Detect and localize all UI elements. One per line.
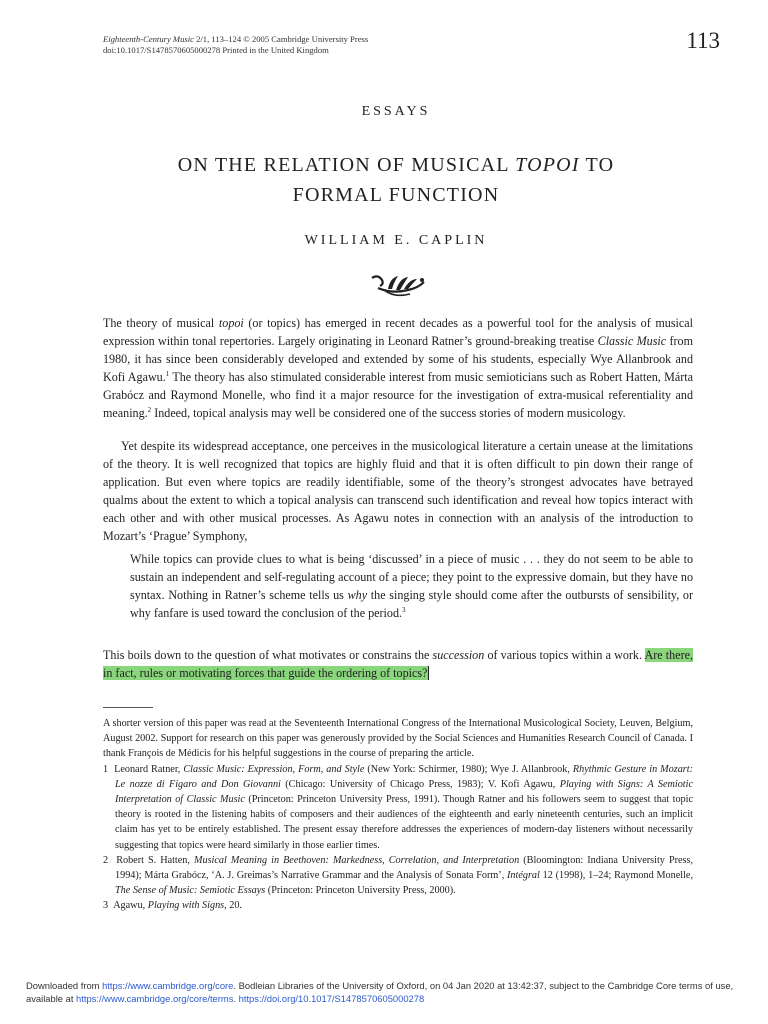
fleuron-ornament-icon (368, 268, 426, 300)
footnote-3 (103, 898, 693, 913)
text-span: (Princeton: Princeton University Press, 2000). (265, 885, 456, 897)
download-notice (26, 979, 746, 1005)
article-title (0, 150, 768, 210)
footnote-ref-3[interactable]: 3 (402, 605, 406, 614)
title-italic: TOPOI (515, 154, 580, 176)
italic-title: Musical Meaning in Beethoven: Markedness, Correlation, and Interpretation (193, 854, 520, 866)
author-name: WILLIAM E. CAPLIN (304, 233, 488, 248)
title-line2: FORMAL FUNCTION (292, 184, 500, 206)
title-part2: TO (579, 154, 615, 176)
footnote-divider (103, 707, 153, 708)
text-span: Indeed, topical analysis may well be considered one of the success stories of modern musicology. (151, 405, 626, 420)
italic-title: Classic Music (597, 333, 667, 348)
quote-text: the singing style should come after the outbursts of sensibility, or why fanfare is used toward the conclusion of the period. (130, 587, 694, 620)
citation-info: 2/1, 113–124 © 2005 Cambridge University Press (196, 34, 369, 44)
text-span: . (233, 993, 239, 1004)
text-span: 12 (1998), 1–24; Raymond Monelle, (539, 870, 693, 882)
footnote-number: 1 (103, 763, 109, 775)
text-span: from 1980, it has since been considerably developed and extended by some of his students, especially Wye Allanbrook and Kofi Agawu. (103, 333, 693, 384)
block-quote (130, 551, 693, 623)
terms-link[interactable]: https://www.cambridge.org/core/terms (76, 993, 234, 1004)
text-span: (Chicago: University of Chicago Press, 1983); V. Kofi Agawu, (280, 778, 560, 790)
highlighted-text[interactable]: Are there, in fact, rules or motivating forces that guide the ordering of topics? (103, 648, 693, 680)
text-span: (Princeton: Princeton University Press, 1991). Though Ratner and his followers seem to suggest that topic theory is rooted in the listening habits of composers and their audiences of the eighteenth and early nineteenth centuries, such an implicit claim has yet to be entirely established. The present essay therefore addresses the experiences of modern-day listeners without necessarily suggesting that topics were heard similarly in those earlier times. (115, 794, 693, 851)
italic-title: Rhythmic Gesture in Mozart: Le nozze di Figaro and Don Giovanni (115, 763, 693, 790)
section-label: ESSAYS (361, 104, 431, 119)
italic-title: The Sense of Music: Semiotic Essays (115, 885, 266, 897)
footnotes (103, 716, 693, 914)
quote-text: While topics can provide clues to what is being ‘discussed’ in a piece of music . . . they do not seem to be able to sustain an independent and self-regulating account of a piece; they point to the expressive domain, but they have no syntax. Nothing in Ratner’s scheme tells us (130, 552, 693, 602)
title-part1: ON THE RELATION OF MUSICAL (177, 154, 516, 176)
journal-name: Eighteenth-Century Music (103, 34, 194, 44)
italic-title: Classic Music: Expression, Form, and Style (183, 763, 365, 775)
text-span: Agawu, (113, 900, 148, 912)
text-span: (New York: Schirmer, 1980); Wye J. Allanbrook, (364, 763, 573, 775)
footnote-2 (103, 853, 693, 899)
text-span: This boils down to the question of what motivates or constrains the (103, 648, 433, 662)
footnote-ref-1[interactable]: 1 (165, 369, 170, 378)
journal-citation (103, 34, 523, 56)
paragraph-3 (103, 647, 693, 683)
text-span: of various topics within a work. (484, 648, 645, 662)
text-span: Downloaded from (26, 980, 103, 991)
footnote-number: 2 (103, 854, 109, 866)
paragraph-2 (103, 438, 693, 545)
paragraph-1 (103, 315, 693, 422)
text-span: Robert S. Hatten, (116, 854, 194, 866)
footnote-number: 3 (103, 900, 109, 912)
footnote-1 (103, 762, 693, 853)
italic-word: why (347, 587, 368, 602)
paragraph-2-text: Yet despite its widespread acceptance, one perceives in the musicological literature a certain unease at the limitations of the theory. It is well recognized that topics are highly fluid and that it is often difficult to pin down their range of application. But even where topics are readily identifiable, some of the theory’s strongest advocates have betrayed qualms about the extent to which a topical analysis can transcend such identification and reveal how topics interact with each other and with other musical processes. As Agawu notes in connection with an analysis of the introduction to Mozart’s ‘Prague’ Symphony, (103, 439, 693, 543)
italic-title: Playing with Signs (147, 900, 225, 912)
italic-term: topoi (218, 316, 244, 330)
italic-title: Playing with Signs: A Semiotic Interpretation of Classic Music (115, 778, 693, 806)
text-span: . Bodleian Libraries of the University of Oxford, on 04 Jan 2020 at 13:42:37, subject to the Cambridge Core terms of use, available at (26, 980, 734, 1004)
page-number: 113 (686, 28, 720, 53)
footnote-intro: A shorter version of this paper was read at the Seventeenth International Congress of the International Musicological Society, Leuven, Belgium, August 2002. Support for research on this paper was generously provided by the Social Sciences and Humanities Research Council of Canada. I thank François de Médicis for his helpful suggestions in the course of preparing the article. (103, 718, 693, 760)
doi-line: doi:10.1017/S1478570605000278 Printed in the United Kingdom (103, 45, 329, 55)
doi-link[interactable]: https://doi.org/10.1017/S1478570605000278 (238, 993, 425, 1004)
cambridge-core-link[interactable]: https://www.cambridge.org/core (102, 980, 234, 991)
text-span: (or topics) has emerged in recent decades as a powerful tool for the analysis of musical expression within tonal repertories. Largely originating in Leonard Ratner’s ground-breaking treatise (103, 316, 694, 348)
text-span: Leonard Ratner, (114, 763, 184, 775)
text-span: (Bloomington: Indiana University Press, 1994); Márta Grabócz, ‘A. J. Greimas’s Narrative Grammar and the Analysis of Sonata Form’, (115, 854, 693, 882)
text-span: , 20. (224, 900, 242, 912)
footnote-ref-2[interactable]: 2 (147, 405, 152, 414)
text-span: The theory of musical (103, 316, 219, 330)
italic-title: Intégral (507, 870, 540, 882)
text-span: The theory has also stimulated considerable interest from music semioticians such as Robert Hatten, Márta Grabócz and Raymond Monelle, who find it a major resource for the investigation of extra-musical referentiality and meaning. (103, 369, 693, 420)
italic-word: succession (432, 648, 485, 662)
